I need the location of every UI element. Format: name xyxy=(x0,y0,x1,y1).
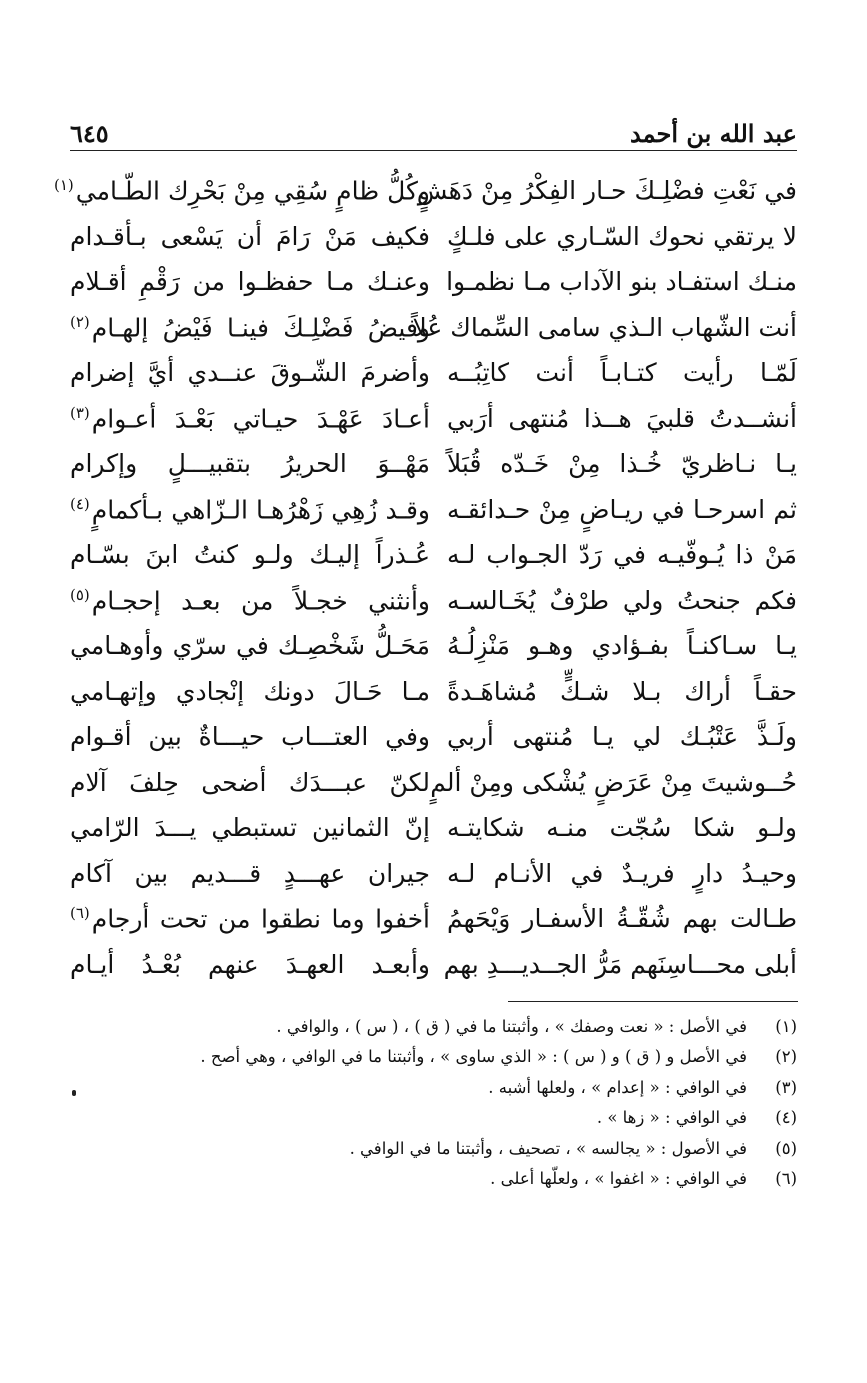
verse-first-hemistich: حُــوشيتَ مِنْ عَرَضٍ يُشْكى ومِنْ ألمٍ xyxy=(430,767,797,797)
verse-second-hemistich xyxy=(70,222,430,251)
verse-first-hemistich: لَمّـا رأيت كتـابـاً أنت كاتِبُــه xyxy=(447,358,797,388)
footnote-marker: (١) xyxy=(53,176,74,195)
footnote xyxy=(70,1011,797,1042)
footnote-number: (١) xyxy=(775,1016,797,1036)
footnote-text: في الأصول : « يجالسه » ، تصحيف ، وأثبتنا ما في الوافي . xyxy=(349,1138,747,1158)
verse xyxy=(70,714,797,760)
footnote-text: في الوافي : « اغفوا » ، ولعلّها أعلى . xyxy=(490,1169,747,1189)
verse-second-hemistich xyxy=(70,540,430,569)
verse xyxy=(70,760,797,806)
footnote-marker: (٢) xyxy=(70,312,90,331)
verse xyxy=(70,805,797,851)
margin-mark xyxy=(72,1090,76,1096)
verse xyxy=(70,259,797,305)
verse-first-hemistich: أنت الشّهاب الـذي سامى السِّماك عُلاً xyxy=(412,312,797,342)
verse xyxy=(70,532,797,578)
verse-second-hemistich xyxy=(70,449,430,478)
verse-first-hemistich: يـا نـاظريّ خُـذا مِنْ خَـدّه قُبَلاً xyxy=(447,449,797,479)
verse-second-hemistich xyxy=(70,722,430,751)
poem-body xyxy=(53,168,797,987)
hemistich-text: مَحَـلُّ شَخْصِـك في سرّي وأوهـامي xyxy=(70,631,430,661)
verse-first-hemistich: طـالت بهم شُقّـةُ الأسفـار وَيْحَهمُ xyxy=(447,904,797,934)
verse-second-hemistich xyxy=(70,904,430,933)
footnote xyxy=(70,1103,797,1134)
hemistich-text: عُـذراً إليـك ولـو كنتُ ابنَ بسّـام xyxy=(70,540,430,570)
hemistich-text: وكُلُّ ظامٍ سُقِي مِنْ بَحْرِك الطّـامي xyxy=(75,176,430,206)
hemistich-text: أعـادَ عَهْـدَ حيـاتي بَعْـدَ أعـوام xyxy=(91,403,430,433)
footnote xyxy=(70,1072,797,1103)
verse-first-hemistich: منـك استفـاد بنو الآداب مـا نظمـوا xyxy=(446,267,797,297)
footnote-number: (٥) xyxy=(775,1138,797,1158)
footnote-number: (٤) xyxy=(775,1108,797,1128)
footnote xyxy=(70,1133,797,1164)
verse-second-hemistich xyxy=(70,677,430,706)
hemistich-text: مَهْــوَ الحريرُ بتقبيـــلٍ وإكرام xyxy=(70,449,430,479)
verse xyxy=(53,168,797,214)
footnote-marker: (٥) xyxy=(70,585,90,604)
verse xyxy=(70,350,797,396)
footnote-text: في الأصل و ( ق ) و ( س ) : « الذي ساوى » ، وأثبتنا ما في الوافي ، وهي أصح . xyxy=(200,1047,747,1067)
verse-second-hemistich xyxy=(70,267,430,296)
hemistich-text: وقـد زُهِي زَهْرُهـا الـزّاهي بـأكمامٍ xyxy=(91,494,430,524)
footnote-number: (٣) xyxy=(775,1077,797,1097)
verse-first-hemistich: في نَعْتِ فضْلِـكَ حـار الفِكْرُ مِنْ دَهَشٍ xyxy=(416,176,797,206)
verse xyxy=(70,305,797,351)
footnote-marker: (٤) xyxy=(70,494,90,513)
verse-second-hemistich xyxy=(70,495,430,524)
verse xyxy=(70,396,797,442)
verse xyxy=(70,896,797,942)
verse-second-hemistich xyxy=(70,859,430,888)
hemistich-text: وفي العتـــاب حيـــاةٌ بين أقـوام xyxy=(70,722,430,752)
verse xyxy=(70,214,797,260)
hemistich-text: وعنـك مـا حفظـوا من رَقْمِ أقـلام xyxy=(70,267,430,297)
footnote-text: في الوافي : « إعدام » ، ولعلها أشبه . xyxy=(488,1077,747,1097)
verse-first-hemistich: يـا سـاكنـاً بفـؤادي وهـو مَنْزِلُـهُ xyxy=(447,631,797,661)
verse-second-hemistich xyxy=(70,950,430,979)
verse-second-hemistich xyxy=(53,176,430,206)
footnote-number: (٢) xyxy=(775,1047,797,1067)
footnotes xyxy=(70,1011,797,1194)
verse-first-hemistich: ولَـذَّ عَتْبُـك لي يـا مُنتهى أربي xyxy=(447,722,797,752)
verse-first-hemistich: مَنْ ذا يُـوفّيـه في رَدّ الجـواب لـه xyxy=(447,540,797,570)
hemistich-text: جيران عهـــدٍ قـــديم بين آكام xyxy=(70,858,430,888)
footnote-number: (٦) xyxy=(775,1169,797,1189)
verse-first-hemistich: وحيـدُ دارٍ فريـدٌ في الأنـام لـه xyxy=(447,858,797,888)
verse-second-hemistich xyxy=(70,313,430,342)
verse-first-hemistich: أنشــدتُ قلبيَ هــذا مُنتهى أرَبي xyxy=(447,403,797,433)
page-number: ٦٤٥ xyxy=(70,119,109,148)
page-header xyxy=(70,112,797,148)
verse-second-hemistich xyxy=(70,586,430,615)
verse xyxy=(70,623,797,669)
footnote-text: في الوافي : « زها » . xyxy=(596,1108,747,1128)
footnote xyxy=(70,1164,797,1195)
running-title: عبد الله بن أحمد xyxy=(630,119,797,148)
verse-first-hemistich: ثم اسرحـا في ريـاضٍ مِنْ حـدائقـه xyxy=(447,494,797,524)
hemistich-text: فكيف مَنْ رَامَ أن يَسْعى بـأقـدام xyxy=(70,221,430,251)
verse xyxy=(70,441,797,487)
hemistich-text: وفيضُ فَضْلِـكَ فينـا فَيْضُ إلهـام xyxy=(91,312,430,342)
hemistich-text: مـا حَـالَ دونك إنْجادي وإتهـامي xyxy=(70,676,430,706)
verse-second-hemistich xyxy=(70,813,430,842)
verse xyxy=(70,851,797,897)
hemistich-text: وأنثني خجـلاً من بعـد إحجـام xyxy=(91,585,430,615)
verse-first-hemistich: ولـو شكا سُجّت منـه شكايتـه xyxy=(447,813,797,843)
hemistich-text: وأضرمَ الشّـوقَ عنــدي أيَّ إضرام xyxy=(70,358,430,388)
footnote-text: في الأصل : « نعت وصفك » ، وأثبتنا ما في ( ق ) ، ( س ) ، والوافي . xyxy=(276,1016,747,1036)
verse-second-hemistich xyxy=(70,768,430,797)
header-divider xyxy=(70,150,797,151)
hemistich-text: إنّ الثمانين تستبطي يـــدَ الرّامي xyxy=(70,813,430,843)
verse-second-hemistich xyxy=(70,358,430,387)
verse-first-hemistich: أبلى محـــاسِنَهم مَرُّ الجــديـــدِ بهم xyxy=(443,949,797,979)
footnotes-divider xyxy=(508,1001,798,1002)
footnote-marker: (٦) xyxy=(70,904,90,923)
verse-first-hemistich: حقـاً أراك بـلا شـكٍّ مُشاهَـدةً xyxy=(447,676,797,706)
verse-second-hemistich xyxy=(70,404,430,433)
footnote-marker: (٣) xyxy=(70,403,90,422)
verse xyxy=(70,669,797,715)
hemistich-text: أخفوا وما نطقوا من تحت أرجام xyxy=(91,904,430,934)
verse-first-hemistich: لا يرتقي نحوك السّـاري على فلـكٍ xyxy=(447,221,797,251)
verse-first-hemistich: فكم جنحتُ ولي طرْفٌ يُخَـالسـه xyxy=(447,585,797,615)
verse xyxy=(70,578,797,624)
verse xyxy=(70,487,797,533)
footnote xyxy=(70,1042,797,1073)
hemistich-text: وأبعـد العهـدَ عنهم بُعْـدُ أيـام xyxy=(70,949,430,979)
hemistich-text: لكنّ عبـــدَك أضحى حِلفَ آلام xyxy=(70,767,430,797)
verse-second-hemistich xyxy=(70,631,430,660)
verse xyxy=(70,942,797,988)
